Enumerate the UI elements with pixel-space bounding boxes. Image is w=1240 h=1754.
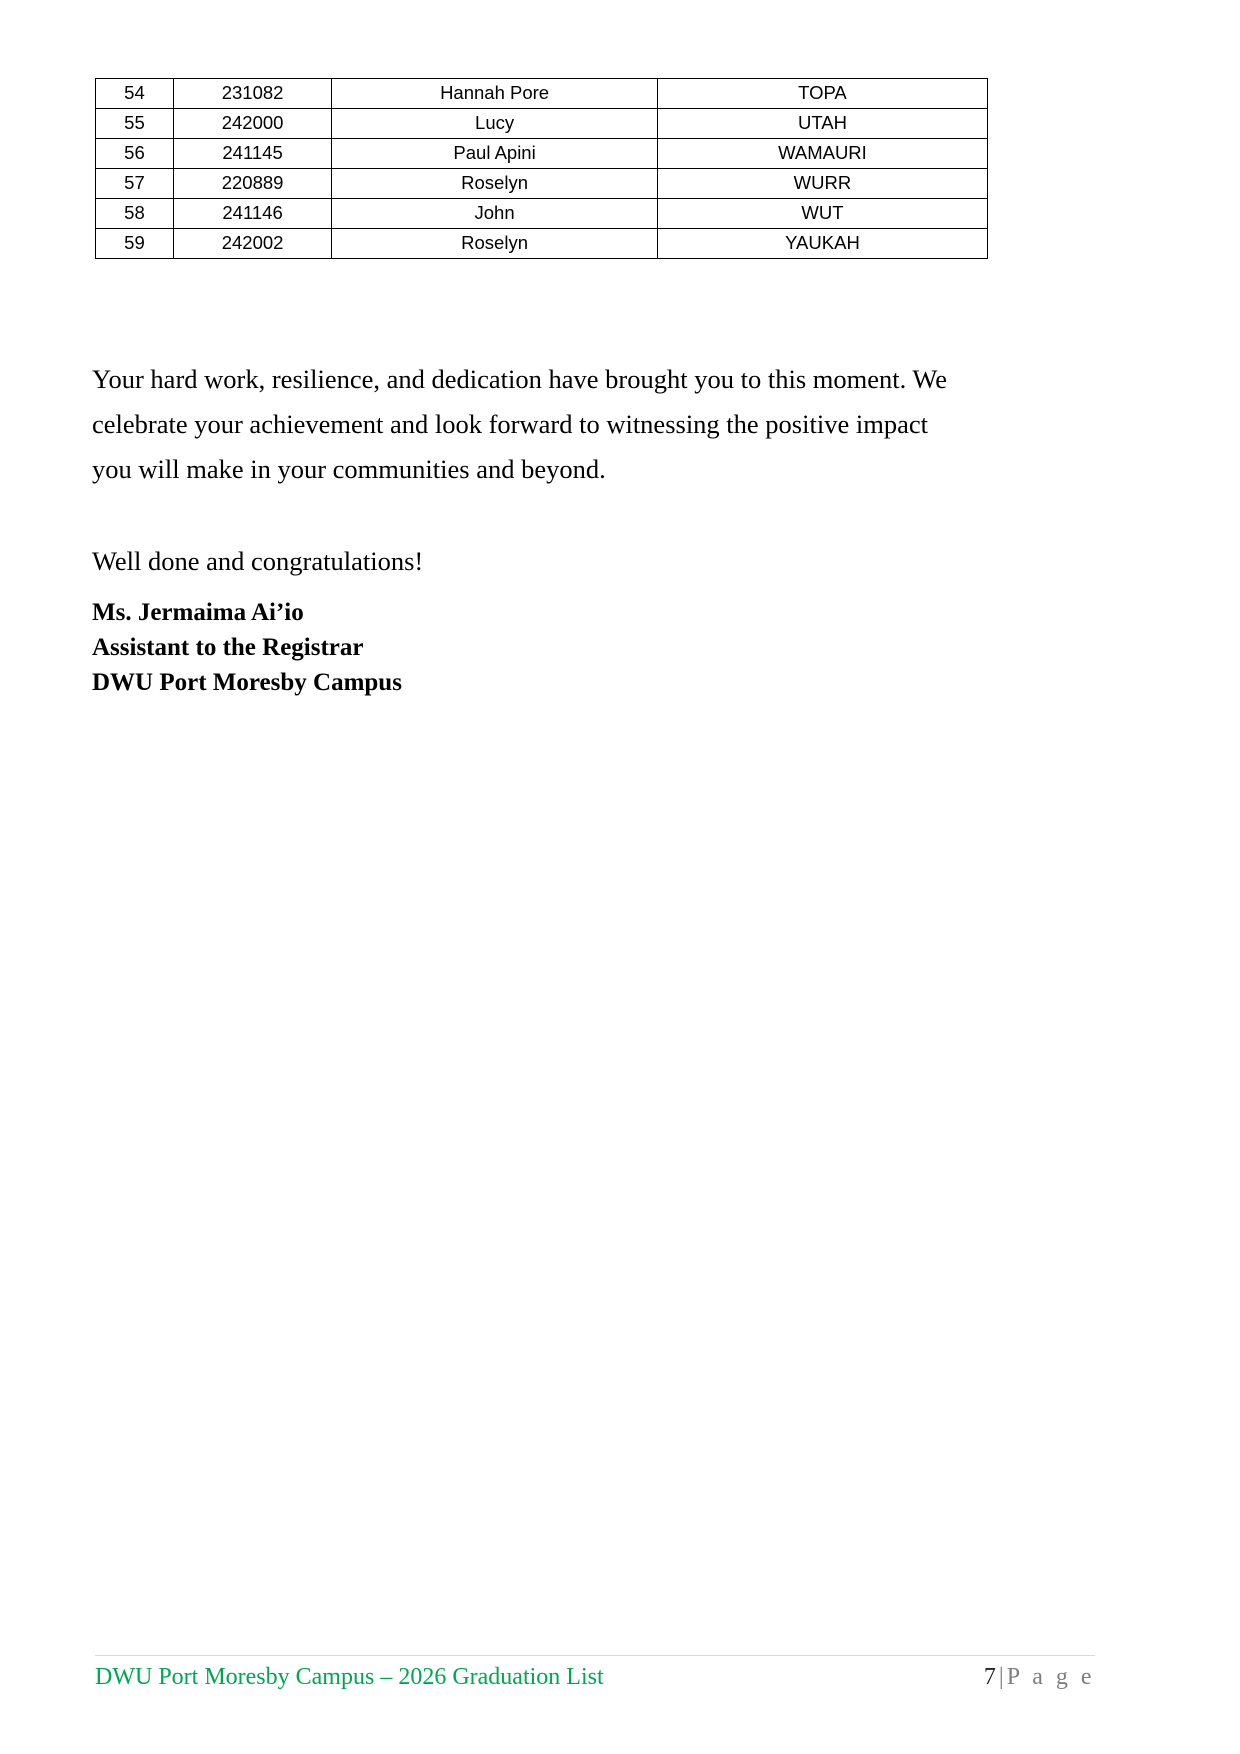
- page-footer: [95, 1655, 1095, 1691]
- cell-given-name: Lucy: [332, 109, 658, 139]
- cell-given-name: Hannah Pore: [332, 79, 658, 109]
- cell-given-name: Roselyn: [332, 169, 658, 199]
- cell-surname: UTAH: [657, 109, 987, 139]
- cell-no: 58: [96, 199, 174, 229]
- cell-no: 57: [96, 169, 174, 199]
- cell-student-id: 231082: [173, 79, 331, 109]
- footer-page-word: P a g e: [1006, 1664, 1095, 1690]
- cell-surname: WURR: [657, 169, 987, 199]
- cell-no: 55: [96, 109, 174, 139]
- table-row: [96, 229, 988, 259]
- signature-block: [92, 595, 792, 700]
- table-row: [96, 139, 988, 169]
- cell-surname: TOPA: [657, 79, 987, 109]
- cell-given-name: John: [332, 199, 658, 229]
- table-body: [96, 79, 988, 259]
- cell-given-name: Paul Apini: [332, 139, 658, 169]
- cell-surname: WUT: [657, 199, 987, 229]
- cell-student-id: 242002: [173, 229, 331, 259]
- table-row: [96, 79, 988, 109]
- graduation-list-table: [95, 78, 988, 259]
- footer-page-indicator: [984, 1664, 1095, 1691]
- cell-student-id: 242000: [173, 109, 331, 139]
- congratulations-paragraph: Your hard work, resilience, and dedication have brought you to this moment. We celebrate your achievement and look forward to witnessing the positive impact you will make in your communities and beyond.: [92, 363, 948, 484]
- cell-surname: WAMAURI: [657, 139, 987, 169]
- table-row: [96, 109, 988, 139]
- cell-surname: YAUKAH: [657, 229, 987, 259]
- table-row: [96, 199, 988, 229]
- table-row: [96, 169, 988, 199]
- cell-no: 59: [96, 229, 174, 259]
- footer-document-title: DWU Port Moresby Campus – 2026 Graduation List: [95, 1664, 604, 1690]
- cell-no: 56: [96, 139, 174, 169]
- cell-given-name: Roselyn: [332, 229, 658, 259]
- signature-campus: DWU Port Moresby Campus: [92, 669, 402, 696]
- cell-student-id: 241145: [173, 139, 331, 169]
- footer-page-number: 7: [983, 1664, 996, 1690]
- signature-name: Ms. Jermaima Ai’io: [92, 599, 304, 626]
- closing-line: Well done and congratulations!: [92, 545, 424, 576]
- cell-no: 54: [96, 79, 174, 109]
- signature-title: Assistant to the Registrar: [92, 634, 364, 661]
- cell-student-id: 241146: [173, 199, 331, 229]
- cell-student-id: 220889: [173, 169, 331, 199]
- footer-page-separator: |: [998, 1664, 1004, 1690]
